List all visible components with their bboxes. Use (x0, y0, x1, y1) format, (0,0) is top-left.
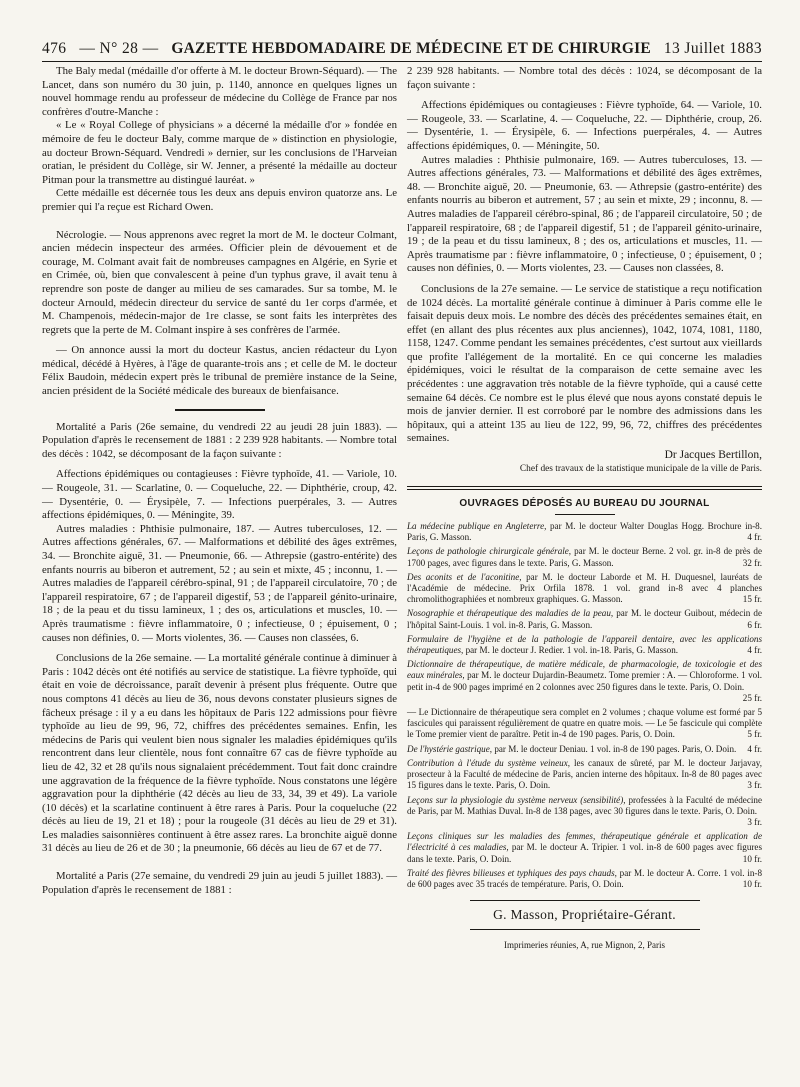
ouvrage-entry: De l'hystérie gastrique, par M. le docteur Deniau. 1 vol. in-8 de 190 pages. Paris, O. Doin. 4 fr. (407, 743, 762, 754)
gerant-rule-bottom (470, 929, 700, 930)
ouvrage-entry: Nosographie et thérapeutique des maladies de la peau, par M. le docteur Guibout, médecin de l'hôpital Saint-Louis. 1 vol. in-8. Paris, G. Masson. 6 fr. (407, 608, 762, 630)
mortalite-26-autres-maladies: Autres maladies : Phthisie pulmonaire, 187. — Autres tuberculoses, 12. — Autres affections générales, 67. — Malformations et débilité des âges extrêmes, 34. — Bronchite aiguë, 31. — Pneumonie, 66. — Athrepsie (gastro-entérite) des enfants nourris au biberon et autrement, 52 ; au sein et mixte, 45 ; inconnu, 1. — Autres maladies de l'appareil cérébro-spinal, 91 ; de l'appareil circulatoire, 70 ; de l'appareil respiratoire, 67 ; de l'appareil digestif, 53 ; de l'appareil génito-urinaire, 18 ; de la peau et du tissu lamineux, 1 ; des os, articulations et muscles, 10. — Après traumatisme : fièvre inflammatoire, 0 ; infectieuse, 0 ; épuisement, 0 ; causes non définies, 0. — Morts violentes, 36. — Causes non classées, 6. (42, 522, 397, 644)
mortalite-26-conclusions: Conclusions de la 26e semaine. — La mortalité générale continue à diminuer à Paris : 1042 décès ont été notifiés au service de statistique. La fièvre typhoïde, qui était en voie de décroissance, paraît devenir à présent plus fréquente. Outre que nous comptons 41 décès au lieu de 36, nous devons constater plusieurs signes de fâcheux présage : il y a eu dans les hôpitaux de Paris 122 admissions pour fièvre typhoïde au lieu de 99, 96, 72, chiffres des précédentes semaines. Enfin, les médecins de Paris qui veulent bien nous signaler les maladies épidémiques qu'ils rencontrent dans leur clientèle, nous font connaître 67 cas de fièvre typhoïde au lieu de 42, 32 et 28 qu'ils nous signalaient précédemment. Tout fait donc craindre une aggravation de la fréquence de la fièvre typhoïde. Nous constatons une légère aggravation pour la diphthérie (42 décès au lieu de 33, 34, 39 et 49). La variole (10 décès) et la scarlatine continuent à être rares à Paris. Pour la coqueluche (22 décès au lieu de 19, 21 et 18) ; pour la rougeole (31 décès au lieu de 29 et 31). Les maladies saisonnières continuent à être assez rares. La bronchite aiguë donne 31 décès au lieu de 26 et de 30 ; la pneumonie, 66 décès au lieu de 67 et de 77. (42, 652, 397, 855)
ouvrage-price: 4 fr. (747, 532, 762, 543)
mortalite-27-autres-maladies: Autres maladies : Phthisie pulmonaire, 169. — Autres tuberculoses, 13. — Autres affections générales, 73. — Malformations et débilité des âges extrêmes, 48. — Bronchite aiguë, 20. — Pneumonie, 63. — Athrepsie (gastro-entérite) des enfants nourris au biberon et autrement, 57 ; au sein et mixte, 29 ; inconnu, 8. — Autres maladies de l'appareil cérébro-spinal, 86 ; de l'appareil circulatoire, 50 ; de l'appareil respiratoire, 68 ; de l'appareil digestif, 51 ; de l'appareil génito-urinaire, 19 ; de la peau et du tissu lamineux, 8 ; des os, articulations et muscles, 11. — Après traumatisme par : fièvre inflammatoire, 0 ; infectieuse, 0 ; épuisement, 0 ; causes non définies, 0. — Morts violentes, 23. — Causes non classées, 8. (407, 153, 762, 275)
necrologie-second-paragraph: — On annonce aussi la mort du docteur Kastus, ancien rédacteur du Lyon médical, décédé à Hyères, à l'âge de quarante-trois ans ; et celle de M. le docteur Félix Baudoin, médecin expert près le tribunal de première instance de la Seine, ancien président de la Société médicale des bureaux de bienfaisance. (42, 344, 397, 398)
running-header (42, 40, 762, 62)
mortalite-26-epidemiques: Affections épidémiques ou contagieuses : Fièvre typhoïde, 41. — Variole, 10. — Rougeole, 31. — Scarlatine, 0. — Coqueluche, 22. — Diphthérie, croup, 42. — Dysentérie, 0. — Érysipèle, 7. — Infections puerpérales, 3. — Autres affections épidémiques, 0. — Méningite, 39. (42, 468, 397, 522)
ouvrage-price: 4 fr. (747, 743, 762, 754)
mortalite-27-epidemiques: Affections épidémiques ou contagieuses : Fièvre typhoïde, 64. — Variole, 10. — Rougeole, 33. — Scarlatine, 4. — Coqueluche, 22. — Diphthérie, croup, 26. — Dysentérie, 1. — Érysipèle, 6. — Infections puerpérales, 4. — Autres affections épidémiques, 0. — Méningite, 50. (407, 99, 762, 152)
ouvrage-entry: Des aconits et de l'aconitine, par M. le docteur Laborde et M. H. Duquesnel, lauréats de l'Académie de médecine. Prix Orfila 1878. 1 vol. grand in-8 avec 4 planches chromolithographiées et nombreux graphiques. G. Masson. 15 fr. (407, 571, 762, 605)
section-divider (175, 409, 265, 411)
ouvrage-price: 6 fr. (747, 619, 762, 630)
imprimeur-line: Imprimeries réunies, A, rue Mignon, 2, Paris (504, 940, 665, 951)
ouvrage-price: 25 fr. (742, 692, 762, 703)
mortalite-27-conclusions: Conclusions de la 27e semaine. — Le service de statistique a reçu notification de 1024 décès. La mortalité générale continue à diminuer à Paris comme elle le faisait depuis deux mois. Le nombre des décès des précédentes semaines était, en effet (en allant des plus récentes aux plus anciennes), 1042, 1074, 1081, 1180, 1158, 1247. Comme pendant les semaines précédentes, c'est surtout aux vieillards que profite l'allégement de la mortalité. En ce qui concerne les maladies épidémiques, voici le résultat de la comparaison de cette semaine avec les précédentes : une aggravation très notable de la fièvre typhoïde, qui a causé cette semaine 64 décès. Ce nombre est le plus élevé que nous ayons constaté depuis le mois de janvier dernier. Il est corroboré par le nombre des admissions dans les hôpitaux, qui a atteint 135 au lieu de 122, 99, 96, 72, chiffres des précédentes semaines. (407, 282, 762, 445)
page-number: 476 (42, 40, 67, 57)
ouvrage-price: 3 fr. (747, 816, 762, 827)
journal-title: GAZETTE HEBDOMADAIRE DE MÉDECINE ET DE CHIRURGIE (171, 40, 651, 57)
author-title: Chef des travaux de la statistique municipale de la ville de Paris. (519, 464, 762, 475)
ouvrage-entry: La médecine publique en Angleterre, par M. le docteur Walter Douglas Hogg. Brochure in-8. Paris, G. Masson. 4 fr. (407, 521, 762, 543)
ouvrage-price: 32 fr. (742, 557, 762, 568)
necrologie-paragraph: Nécrologie. — Nous apprenons avec regret la mort de M. le docteur Colmant, ancien médecin inspecteur des armées. Officier plein de dévouement et de courage, M. Colmant avait fait de nombreuses campagnes en Algérie, en Syrie et en Crimée, où, bien que convalescent à peine d'un typhus grave, il avait tenu à reprendre son poste de danger au milieu de ses camarades. Sur sa tombe, M. le docteur Arnould, médecin directeur du service de santé du 1er corps d'armée, et M. Champenois, médecin-major de 1re classe, se sont faits les interprètes des regrets que la perte de M. Colmant inspire à ses confrères de l'armée. (42, 228, 397, 336)
baly-closing-paragraph: Cette médaille est décernée tous les deux ans depuis environ quatorze ans. Le premier qui l'a reçue est Richard Owen. (42, 187, 397, 213)
right-column (407, 65, 762, 950)
baly-medal-paragraph: The Baly medal (médaille d'or offerte à M. le docteur Brown-Séquard). — The Lancet, dans son numéro du 30 juin, p. 1140, annonce en quelques lignes un nouvel hommage rendu au professeur de médecine du Collège de France par nos confrères d'outre-Manche : (42, 65, 397, 118)
gerant-rule-top (470, 900, 700, 901)
author-signature: Dr Jacques Bertillon, (664, 449, 762, 462)
columns (42, 65, 762, 950)
gerant-line: G. Masson, Propriétaire-Gérant. (493, 907, 676, 923)
ouvrage-price: 10 fr. (742, 853, 762, 864)
ouvrage-entry: Leçons de pathologie chirurgicale générale, par M. le docteur Berne. 2 vol. gr. in-8 de près de 1700 pages, avec figures dans le texte. Paris, G. Masson. 32 fr. (407, 546, 762, 568)
mortalite-27-intro: Mortalité a Paris (27e semaine, du vendredi 29 juin au jeudi 5 juillet 1883). — Population d'après le recensement de 1881 : (42, 870, 397, 896)
ouvrage-price: 5 fr. (747, 729, 762, 740)
ouvrage-price: 10 fr. (742, 878, 762, 889)
mortalite-27-total: 2 239 928 habitants. — Nombre total des décès : 1024, se décomposant de la façon suivante : (407, 65, 762, 91)
double-rule (407, 486, 762, 490)
left-column (42, 65, 397, 950)
baly-quote-paragraph: « Le « Royal College of physicians » a décerné la médaille d'or » fondée en mémoire de feu le docteur Baly, comme marque de » distinction en physiologie, au docteur Brown-Séquard. Vendredi » dernier, sur les conclusions de l'Harveian oratian, le président du Collège, sir W. Jenner, a présenté la médaille au docteur Pitman pour la transmettre au distingué lauréat. » (42, 119, 397, 186)
ouvrage-entry: Traité des fièvres bilieuses et typhiques des pays chauds, par M. le docteur A. Corre. 1 vol. in-8 de 600 pages avec 35 tracés de température. Paris, O. Doin. 10 fr. (407, 867, 762, 889)
issue-number: — N° 28 — (79, 40, 159, 57)
ouvrages-heading: OUVRAGES DÉPOSÉS AU BUREAU DU JOURNAL (459, 498, 710, 510)
issue-date: 13 Juillet 1883 (663, 40, 762, 57)
ouvrages-list (407, 521, 762, 890)
ouvrage-entry: Leçons sur la physiologie du système nerveux (sensibilité), professées à la Faculté de médecine de Paris, par M. Mathias Duval. In-8 de 138 pages, avec 30 figures dans le texte. Paris, O. Doin. 3 fr. (407, 794, 762, 827)
ouvrage-entry: — Le Dictionnaire de thérapeutique sera complet en 2 volumes ; chaque volume est formé par 5 fascicules qui paraissent régulièrement de quatre en quatre mois. — Le 5e fascicule qui complète le Tome premier vient de paraître. Petit in-4 de 190 pages. Paris, O. Doin. 5 fr. (407, 707, 762, 740)
ouvrage-entry: Contribution à l'étude du système veineux, les canaux de sûreté, par M. le docteur Jarjavay, prosecteur à la Faculté de médecine de Paris, ancien interne des hôpitaux. In-8 de 80 pages avec 15 figures dans le texte. Paris, O. Doin. 3 fr. (407, 757, 762, 791)
ouvrage-entry: Dictionnaire de thérapeutique, de matière médicale, de pharmacologie, de toxicologie et des eaux minérales, par M. le docteur Dujardin-Beaumetz. Tome premier : A. — Chloroforme. 1 vol. petit in-4 de 900 pages imprimé en 2 colonnes avec 250 figures dans le texte. Paris, O. Doin. 25 fr. (407, 659, 762, 703)
mortalite-26-intro: Mortalité a Paris (26e semaine, du vendredi 22 au jeudi 28 juin 1883). — Population d'après le recensement de 1881 : 2 239 928 habitants. — Nombre total des décès : 1042, se décomposant de la façon suivante : (42, 420, 397, 460)
ouvrage-entry: Leçons cliniques sur les maladies des femmes, thérapeutique générale et application de l'électricité à ces maladies, par M. le docteur A. Tripier. 1 vol. in-8 de 600 pages avec figures dans le texte. Paris, O. Doin. 10 fr. (407, 831, 762, 864)
ouvrage-entry: Formulaire de l'hygiène et de la pathologie de l'appareil dentaire, avec les applications thérapeutiques, par M. le docteur J. Redier. 1 vol. in-18. Paris, G. Masson. 4 fr. (407, 633, 762, 656)
ouvrages-rule (555, 514, 615, 515)
ouvrage-price: 15 fr. (742, 594, 762, 605)
ouvrage-price: 4 fr. (747, 645, 762, 656)
ouvrage-price: 3 fr. (747, 780, 762, 791)
